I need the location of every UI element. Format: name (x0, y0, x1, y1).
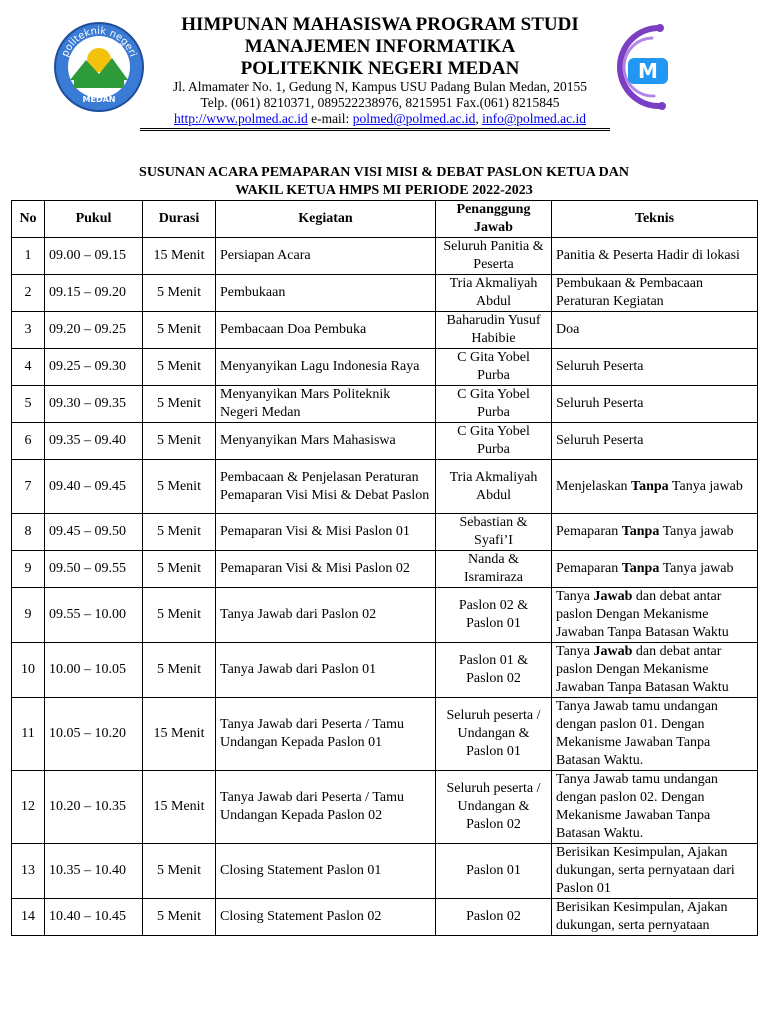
cell-durasi: 15 Menit (143, 698, 216, 771)
cell-penanggung-jawab: Tria Akmaliyah Abdul (436, 275, 552, 312)
cell-no: 12 (12, 771, 45, 844)
cell-no: 11 (12, 698, 45, 771)
cell-kegiatan: Pembacaan Doa Pembuka (216, 312, 436, 349)
cell-teknis (552, 312, 758, 349)
cell-kegiatan: Pembacaan & Penjelasan Peraturan Pemaparan Visi Misi & Debat Paslon (216, 460, 436, 514)
cell-pukul: 09.20 – 09.25 (45, 312, 143, 349)
cell-durasi: 5 Menit (143, 899, 216, 936)
cell-penanggung-jawab: Paslon 02 (436, 899, 552, 936)
teknis-bold-text: Jawab (593, 589, 633, 604)
cell-pukul: 09.50 – 09.55 (45, 551, 143, 588)
teknis-pre-text: Pemaparan (556, 561, 622, 576)
teknis-pre-text: Doa (556, 322, 580, 337)
header-no: No (12, 201, 45, 238)
cell-teknis (552, 899, 758, 936)
cell-no: 10 (12, 643, 45, 698)
doc-title-line1: SUSUNAN ACARA PEMAPARAN VISI MISI & DEBAT PASLON KETUA DAN (139, 165, 629, 180)
header-durasi: Durasi (143, 201, 216, 238)
teknis-post-text: dan debat antar paslon Dengan Mekanisme Jawaban Tanpa Batasan Waktu (556, 589, 729, 640)
teknis-bold-text: Jawab (593, 644, 633, 659)
cell-penanggung-jawab: Sebastian & Syafi’I (436, 514, 552, 551)
table-row (12, 643, 758, 698)
cell-no: 2 (12, 275, 45, 312)
teknis-pre-text: Tanya Jawab tamu undangan dengan paslon 01. Dengan Mekanisme Jawaban Tanpa Batasan Waktu. (556, 699, 718, 768)
cell-durasi: 5 Menit (143, 349, 216, 386)
teknis-pre-text: Menjelaskan (556, 478, 632, 494)
table-row (12, 238, 758, 275)
cell-penanggung-jawab: Paslon 01 & Paslon 02 (436, 643, 552, 698)
cell-durasi: 5 Menit (143, 551, 216, 588)
cell-kegiatan: Tanya Jawab dari Peserta / Tamu Undangan Kepada Paslon 01 (216, 698, 436, 771)
agenda-table (11, 200, 758, 936)
header-pukul: Pukul (45, 201, 143, 238)
table-row (12, 423, 758, 460)
cell-teknis (552, 238, 758, 275)
table-row (12, 899, 758, 936)
cell-no: 6 (12, 423, 45, 460)
teknis-pre-text: Tanya Jawab tamu undangan dengan paslon 02. Dengan Mekanisme Jawaban Tanpa Batasan Waktu. (556, 772, 718, 841)
table-row (12, 349, 758, 386)
cell-durasi: 5 Menit (143, 643, 216, 698)
logo-left-sub: MEDAN (82, 95, 116, 104)
cell-no: 7 (12, 460, 45, 514)
cell-penanggung-jawab: C Gita Yobel Purba (436, 423, 552, 460)
cell-kegiatan: Pemaparan Visi & Misi Paslon 02 (216, 551, 436, 588)
teknis-bold-text: Tanpa (621, 561, 660, 576)
org-title-line3: POLITEKNIK NEGERI MEDAN (240, 58, 520, 79)
cell-teknis (552, 423, 758, 460)
cell-no: 3 (12, 312, 45, 349)
cell-pukul: 09.35 – 09.40 (45, 423, 143, 460)
cell-durasi: 15 Menit (143, 238, 216, 275)
cell-kegiatan: Tanya Jawab dari Paslon 02 (216, 588, 436, 643)
cell-penanggung-jawab: Seluruh peserta / Undangan & Paslon 02 (436, 771, 552, 844)
cell-teknis (552, 643, 758, 698)
polmed-logo (52, 20, 146, 114)
table-row (12, 588, 758, 643)
table-row (12, 386, 758, 423)
cell-kegiatan: Closing Statement Paslon 02 (216, 899, 436, 936)
cell-kegiatan: Menyanyikan Mars Politeknik Negeri Medan (216, 386, 436, 423)
email-label: e-mail: (311, 111, 350, 126)
phone-line: Telp. (061) 8210371, 089522238976, 8215951 Fax.(061) 8215845 (200, 95, 560, 110)
cell-kegiatan: Persiapan Acara (216, 238, 436, 275)
cell-pukul: 10.20 – 10.35 (45, 771, 143, 844)
cell-teknis (552, 844, 758, 899)
teknis-post-text: Tanya jawab (659, 561, 734, 576)
teknis-bold-text: Tanpa (621, 524, 660, 539)
hmps-mi-logo (600, 20, 684, 114)
letterhead (0, 0, 768, 132)
cell-kegiatan: Closing Statement Paslon 01 (216, 844, 436, 899)
cell-durasi: 5 Menit (143, 275, 216, 312)
email-link-2[interactable]: info@polmed.ac.id (482, 111, 587, 126)
cell-teknis (552, 771, 758, 844)
cell-penanggung-jawab: Baharudin Yusuf Habibie (436, 312, 552, 349)
teknis-pre-text: Pemaparan (556, 524, 622, 539)
cell-pukul: 09.25 – 09.30 (45, 349, 143, 386)
table-row (12, 698, 758, 771)
doc-title-line2: WAKIL KETUA HMPS MI PERIODE 2022-2023 (235, 183, 533, 198)
header-kegiatan: Kegiatan (216, 201, 436, 238)
header-divider (140, 128, 610, 131)
cell-penanggung-jawab: Seluruh peserta / Undangan & Paslon 01 (436, 698, 552, 771)
cell-kegiatan: Pemaparan Visi & Misi Paslon 01 (216, 514, 436, 551)
org-title-line2: MANAJEMEN INFORMATIKA (244, 36, 516, 57)
cell-durasi: 5 Menit (143, 514, 216, 551)
cell-no: 4 (12, 349, 45, 386)
cell-kegiatan: Tanya Jawab dari Peserta / Tamu Undangan Kepada Paslon 02 (216, 771, 436, 844)
cell-teknis (552, 349, 758, 386)
cell-pukul: 10.35 – 10.40 (45, 844, 143, 899)
cell-pukul: 09.55 – 10.00 (45, 588, 143, 643)
cell-no: 13 (12, 844, 45, 899)
cell-kegiatan: Pembukaan (216, 275, 436, 312)
cell-durasi: 5 Menit (143, 386, 216, 423)
logo-right-text: M (638, 59, 658, 83)
cell-penanggung-jawab: Paslon 01 (436, 844, 552, 899)
cell-pukul: 09.30 – 09.35 (45, 386, 143, 423)
table-row (12, 460, 758, 514)
cell-teknis (552, 514, 758, 551)
header-teknis: Teknis (552, 201, 758, 238)
cell-kegiatan: Tanya Jawab dari Paslon 01 (216, 643, 436, 698)
cell-durasi: 15 Menit (143, 771, 216, 844)
cell-pukul: 10.00 – 10.05 (45, 643, 143, 698)
email-separator: , (475, 111, 479, 126)
cell-durasi: 5 Menit (143, 460, 216, 514)
cell-pukul: 10.05 – 10.20 (45, 698, 143, 771)
table-row (12, 275, 758, 312)
cell-pukul: 10.40 – 10.45 (45, 899, 143, 936)
address-line: Jl. Almamater No. 1, Gedung N, Kampus USU Padang Bulan Medan, 20155 (173, 79, 587, 94)
teknis-pre-text: Berisikan Kesimpulan, Ajakan dukungan, serta pernyataan (556, 900, 728, 933)
cell-teknis (552, 588, 758, 643)
cell-no: 14 (12, 899, 45, 936)
header-penanggung-jawab: Penanggung Jawab (436, 201, 552, 238)
table-row (12, 312, 758, 349)
website-link[interactable]: http://www.polmed.ac.id (173, 111, 308, 126)
cell-no: 5 (12, 386, 45, 423)
cell-no: 8 (12, 514, 45, 551)
cell-durasi: 5 Menit (143, 844, 216, 899)
cell-penanggung-jawab: Paslon 02 & Paslon 01 (436, 588, 552, 643)
contact-line (140, 110, 620, 127)
logo-left-text: politeknik negeri (59, 25, 139, 59)
cell-penanggung-jawab: Seluruh Panitia & Peserta (436, 238, 552, 275)
org-title-line1: HIMPUNAN MAHASISWA PROGRAM STUDI (181, 14, 579, 35)
table-row (12, 771, 758, 844)
cell-teknis (552, 386, 758, 423)
teknis-post-text: Tanya jawab (659, 524, 734, 539)
cell-penanggung-jawab: C Gita Yobel Purba (436, 349, 552, 386)
cell-durasi: 5 Menit (143, 423, 216, 460)
cell-pukul: 09.00 – 09.15 (45, 238, 143, 275)
table-row (12, 514, 758, 551)
cell-kegiatan: Menyanyikan Lagu Indonesia Raya (216, 349, 436, 386)
teknis-post-text: dan debat antar paslon Dengan Mekanisme Jawaban Tanpa Batasan Waktu (556, 644, 729, 695)
teknis-bold-text: Tanpa (631, 478, 669, 494)
cell-pukul: 09.45 – 09.50 (45, 514, 143, 551)
cell-teknis (552, 698, 758, 771)
cell-teknis (552, 460, 758, 514)
teknis-pre-text: Panitia & Peserta Hadir di lokasi (556, 248, 740, 263)
cell-durasi: 5 Menit (143, 312, 216, 349)
teknis-pre-text: Seluruh Peserta (556, 396, 644, 411)
table-row (12, 844, 758, 899)
teknis-post-text: Tanya jawab (668, 478, 743, 494)
cell-pukul: 09.40 – 09.45 (45, 460, 143, 514)
table-row (12, 551, 758, 588)
cell-pukul: 09.15 – 09.20 (45, 275, 143, 312)
teknis-pre-text: Tanya (556, 589, 594, 604)
email-link-1[interactable]: polmed@polmed.ac.id (352, 111, 476, 126)
teknis-pre-text: Pembukaan & Pembacaan Peraturan Kegiatan (556, 276, 703, 309)
cell-teknis (552, 275, 758, 312)
cell-penanggung-jawab: C Gita Yobel Purba (436, 386, 552, 423)
cell-no: 1 (12, 238, 45, 275)
teknis-pre-text: Tanya (556, 644, 594, 659)
cell-teknis (552, 551, 758, 588)
cell-no: 9 (12, 588, 45, 643)
cell-no: 9 (12, 551, 45, 588)
cell-penanggung-jawab: Tria Akmaliyah Abdul (436, 460, 552, 514)
table-header-row (12, 201, 758, 238)
cell-penanggung-jawab: Nanda & Isramiraza (436, 551, 552, 588)
cell-durasi: 5 Menit (143, 588, 216, 643)
teknis-pre-text: Seluruh Peserta (556, 359, 644, 374)
teknis-pre-text: Berisikan Kesimpulan, Ajakan dukungan, serta pernyataan dari Paslon 01 (556, 845, 735, 896)
teknis-pre-text: Seluruh Peserta (556, 433, 644, 448)
cell-kegiatan: Menyanyikan Mars Mahasiswa (216, 423, 436, 460)
